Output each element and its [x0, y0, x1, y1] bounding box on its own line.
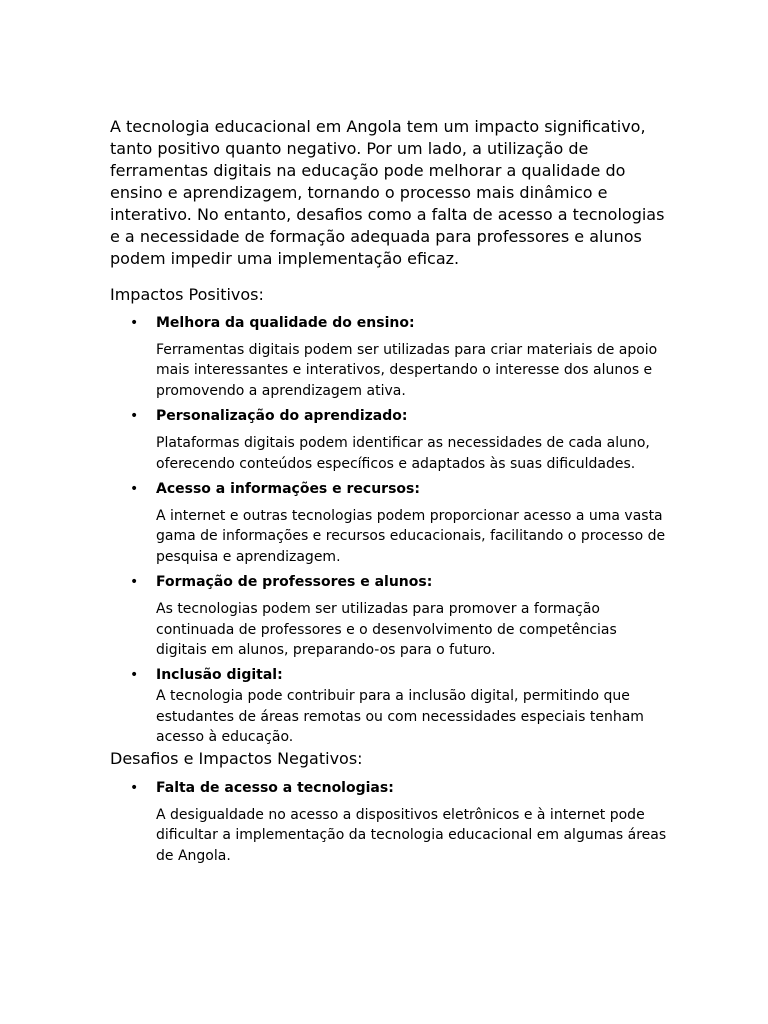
bullet-icon: •	[130, 574, 139, 591]
bullet-icon: •	[130, 667, 139, 684]
item-text: As tecnologias podem ser utilizadas para promover a formação continuada de professores e o desenvolvimento de competências digitais em alunos, preparando-os para o futuro.	[156, 601, 617, 659]
item-title: Acesso a informações e recursos:	[156, 481, 420, 498]
positive-impacts-heading: Impactos Positivos:	[110, 285, 264, 304]
item-text: A tecnologia pode contribuir para a inclusão digital, permitindo que estudantes de áreas remotas ou com necessidades especiais tenham acesso à educação.	[156, 688, 644, 746]
item-text: Plataformas digitais podem identificar as necessidades de cada aluno, oferecendo conteúdos específicos e adaptados às suas dificuldades.	[156, 435, 650, 472]
item-title: Falta de acesso a tecnologias:	[156, 779, 394, 796]
positive-impacts-list	[110, 312, 670, 748]
list-item	[110, 405, 670, 474]
bullet-icon: •	[130, 408, 139, 425]
item-text: A desigualdade no acesso a dispositivos eletrônicos e à internet pode dificultar a implementação da tecnologia educacional em algumas áreas de Angola.	[156, 806, 667, 864]
intro-paragraph: A tecnologia educacional em Angola tem um impacto significativo, tanto positivo quanto negativo. Por um lado, a utilização de ferramentas digitais na educação pode melhorar a qualidade do ensino e aprendizagem, tornando o processo mais dinâmico e interativo. No entanto, desafios como a falta de acesso a tecnologias e a necessidade de formação adequada para professores e alunos podem impedir uma implementação eficaz.	[110, 117, 665, 268]
negative-impacts-list	[110, 777, 670, 866]
list-item	[110, 312, 670, 401]
item-text: Ferramentas digitais podem ser utilizadas para criar materiais de apoio mais interessantes e interativos, despertando o interesse dos alunos e promovendo a aprendizagem ativa.	[156, 342, 658, 399]
item-title: Personalização do aprendizado:	[156, 408, 408, 425]
list-item	[110, 777, 670, 866]
item-title: Inclusão digital:	[156, 667, 283, 684]
list-item	[110, 478, 670, 567]
bullet-icon: •	[130, 481, 139, 498]
item-text: A internet e outras tecnologias podem proporcionar acesso a uma vasta gama de informações e recursos educacionais, facilitando o processo de pesquisa e aprendizagem.	[156, 508, 666, 565]
item-title: Melhora da qualidade do ensino:	[156, 315, 415, 331]
list-item	[110, 571, 670, 660]
item-title: Formação de professores e alunos:	[156, 574, 433, 591]
list-item	[110, 664, 670, 747]
document-page	[110, 116, 670, 866]
bullet-icon: •	[130, 315, 139, 331]
bullet-icon: •	[130, 779, 139, 796]
negative-impacts-heading: Desafios e Impactos Negativos:	[110, 748, 363, 768]
